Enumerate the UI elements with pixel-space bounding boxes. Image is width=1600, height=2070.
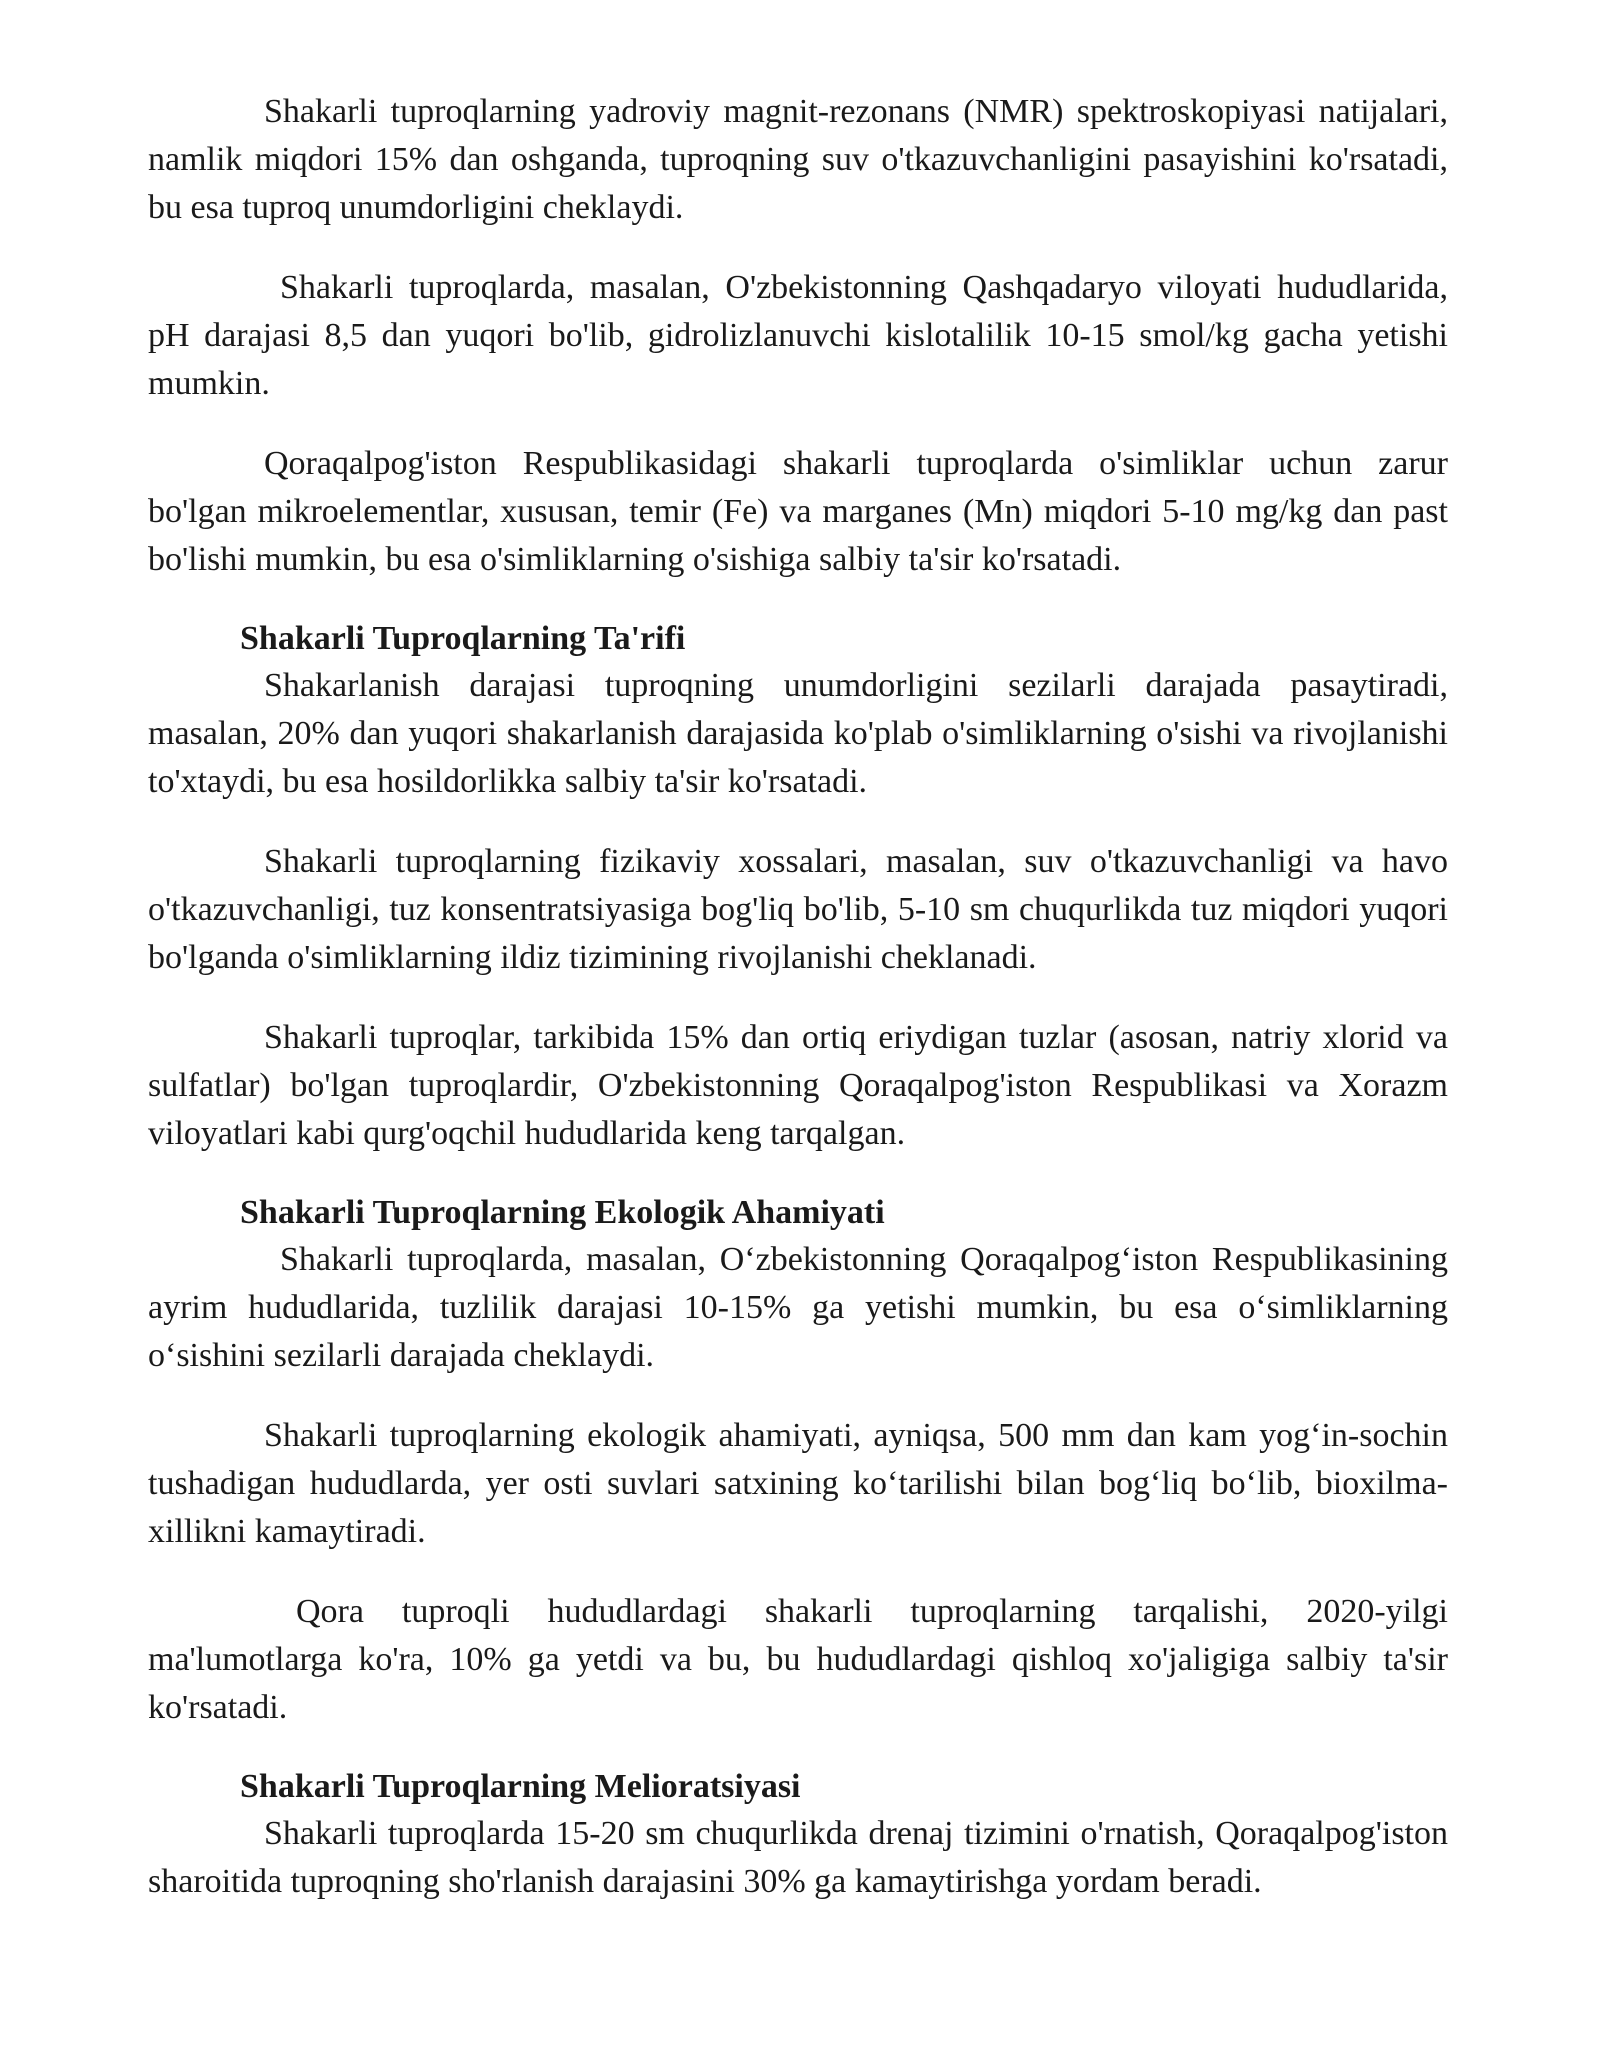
paragraph-karakalpakstan-salinity: Shakarli tuproqlarda, masalan, O‘zbekistonning Qoraqalpog‘iston Respublikasining ayrim hududlarida, tuzlilik darajasi 10-15% ga yetishi mumkin, bu esa o‘simliklarning o‘sishini sezilarli darajada cheklaydi.: [148, 1241, 1448, 1374]
paragraph-microelements: Qoraqalpog'iston Respublikasidagi shakarli tuproqlarda o'simliklar uchun zarur bo'lgan mikroelementlar, xususan, temir (Fe) va marganes (Mn) miqdori 5-10 mg/kg dan past bo'lishi mumkin, bu esa o'simliklarning o'sishiga salbiy ta'sir ko'rsatadi.: [148, 445, 1448, 578]
paragraph-salinity-level: Shakarlanish darajasi tuproqning unumdorligini sezilarli darajada pasaytiradi, masalan, 20% dan yuqori shakarlanish darajasida ko'plab o'simliklarning o'sishi va rivojlanishi to'xtaydi, bu esa hosildorlikka salbiy ta'sir ko'rsatadi.: [148, 667, 1448, 800]
paragraph-nmr-results: Shakarli tuproqlarning yadroviy magnit-rezonans (NMR) spektroskopiyasi natijalari, namlik miqdori 15% dan oshganda, tuproqning suv o'tkazuvchanligini pasayishini ko'rsatadi, bu esa tuproq unumdorligini cheklaydi.: [148, 93, 1448, 226]
paragraph-physical-properties: Shakarli tuproqlarning fizikaviy xossalari, masalan, suv o'tkazuvchanligi va havo o'tkazuvchanligi, tuz konsentratsiyasiga bog'liq bo'lib, 5-10 sm chuqurlikda tuz miqdori yuqori bo'lganda o'simliklarning ildiz tizimining rivojlanishi cheklanadi.: [148, 843, 1448, 976]
section-heading-ecological: Shakarli Tuproqlarning Ekologik Ahamiyati: [240, 1194, 885, 1231]
paragraph-soluble-salts: Shakarli tuproqlar, tarkibida 15% dan ortiq eriydigan tuzlar (asosan, natriy xlorid va sulfatlar) bo'lgan tuproqlardir, O'zbekistonning Qoraqalpog'iston Respublikasi va Xorazm viloyatlari kabi qurg'oqchil hududlarida keng tarqalgan.: [148, 1019, 1448, 1152]
paragraph-drainage-system: Shakarli tuproqlarda 15-20 sm chuqurlikda drenaj tizimini o'rnatish, Qoraqalpog'iston sharoitida tuproqning sho'rlanish darajasini 30% ga kamaytirishga yordam beradi.: [148, 1815, 1448, 1900]
paragraph-qashqadaryo-ph: Shakarli tuproqlarda, masalan, O'zbekistonning Qashqadaryo viloyati hududlarida, pH darajasi 8,5 dan yuqori bo'lib, gidrolizlanuvchi kislotalilik 10-15 smol/kg gacha yetishi mumkin.: [148, 269, 1448, 402]
paragraph-ecological-importance: Shakarli tuproqlarning ekologik ahamiyati, ayniqsa, 500 mm dan kam yog‘in-sochin tushadigan hududlarda, yer osti suvlari satxining ko‘tarilishi bilan bog‘liq bo‘lib, bioxilma-xillikni kamaytiradi.: [148, 1417, 1448, 1550]
section-heading-definition: Shakarli Tuproqlarning Ta'rifi: [240, 620, 686, 657]
paragraph-black-soil-distribution: Qora tuproqli hududlardagi shakarli tuproqlarning tarqalishi, 2020-yilgi ma'lumotlarga ko'ra, 10% ga yetdi va bu, bu hududlardagi qishloq xo'jaligiga salbiy ta'sir ko'rsatadi.: [148, 1593, 1448, 1726]
document-page: [148, 88, 1448, 1938]
section-heading-melioration: Shakarli Tuproqlarning Melioratsiyasi: [240, 1768, 801, 1805]
